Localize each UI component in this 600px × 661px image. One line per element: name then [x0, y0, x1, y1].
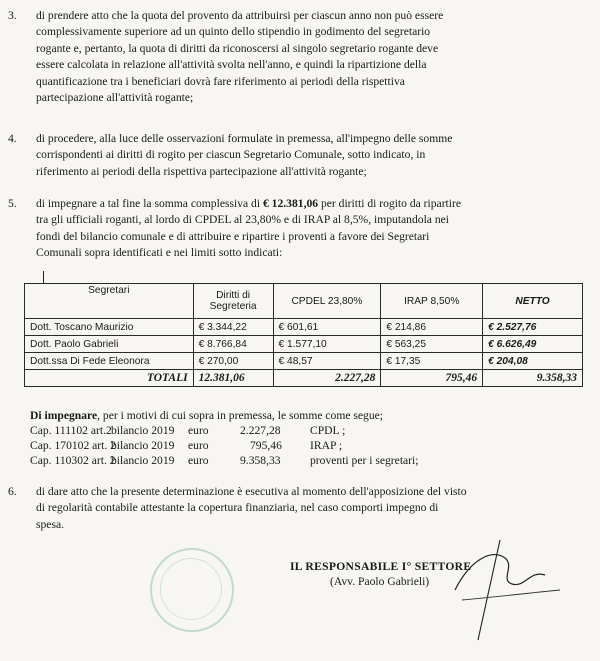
total-amount: € 12.381,06	[262, 197, 319, 210]
item-line: di dare atto che la presente determinazione è esecutiva al momento dell'apposizione del visto	[36, 485, 467, 498]
cell-cpdel: € 601,61	[273, 319, 381, 336]
item-line: rogante e, pertanto, la quota di diritti da riconoscersi al singolo segretario rogante deve	[36, 41, 439, 55]
cell-cpdel: € 48,57	[273, 353, 381, 370]
header-cpdel: CPDEL 23,80%	[273, 284, 381, 319]
item-number: 3.	[8, 9, 17, 22]
cap-amount: 795,46	[250, 439, 282, 452]
cap-chapter: Cap. 170102 art. 2	[30, 439, 116, 452]
item-line: di regolarità contabile attestante la copertura finanziaria, nel caso comporti impegno di	[36, 501, 439, 515]
cell-diritti: € 8.766,84	[193, 336, 273, 353]
signatory-name: (Avv. Paolo Gabrieli)	[330, 575, 430, 588]
cap-budget: bilancio 2019	[111, 454, 175, 467]
cell-netto: € 204,08	[483, 353, 583, 370]
header-irap: IRAP 8,50%	[381, 284, 483, 319]
cell-irap: € 214,86	[381, 319, 483, 336]
total-diritti: 12.381,06	[193, 370, 273, 387]
cell-irap: € 17,35	[381, 353, 483, 370]
total-irap: 795,46	[381, 370, 483, 387]
item-line: complessivamente superiore ad un quinto dello stipendio in godimento del segretario	[36, 25, 431, 39]
item-line: di prendere atto che la quota del provento da attribuirsi per ciascun anno non può essere	[36, 9, 444, 22]
cap-currency: euro	[188, 424, 209, 437]
cap-chapter: Cap. 111102 art.2	[30, 424, 112, 437]
cell-netto: € 6.626,49	[483, 336, 583, 353]
cell-diritti: € 270,00	[193, 353, 273, 370]
item-line: spesa.	[36, 517, 65, 531]
item-line: riferimento ai periodi della rispettiva partecipazione all'attività rogante;	[36, 164, 367, 178]
total-netto: 9.358,33	[483, 370, 583, 387]
cap-budget: bilancio 2019	[111, 424, 175, 437]
cell-name: Dott.ssa Di Fede Eleonora	[25, 353, 194, 370]
item-line: Comunali sopra identificati e nei limiti sotto indicati:	[36, 246, 283, 260]
cap-currency: euro	[188, 439, 209, 452]
item-line: partecipazione all'attività rogante;	[36, 91, 194, 105]
totals-label: TOTALI	[25, 370, 194, 387]
cap-chapter: Cap. 110302 art. 2	[30, 454, 116, 467]
item-line: quantificazione tra i beneficiari dovrà fare riferimento ai periodi della rispettiva	[36, 74, 405, 88]
cap-budget: bilancio 2019	[111, 439, 175, 452]
signatory-title: IL RESPONSABILE I° SETTORE	[290, 560, 472, 573]
item-text: di impegnare a tal fine la somma complessiva di	[36, 197, 263, 210]
total-cpdel: 2.227,28	[273, 370, 381, 387]
impegno-heading-bold: Di impegnare	[30, 409, 98, 422]
cell-name: Dott. Toscano Maurizio	[25, 319, 194, 336]
item-line: di procedere, alla luce delle osservazioni formulate in premessa, all'impegno delle somme	[36, 132, 453, 145]
item-number: 4.	[8, 132, 17, 145]
item-number: 6.	[8, 485, 17, 498]
cap-amount: 9.358,33	[240, 454, 281, 467]
cell-name: Dott. Paolo Gabrieli	[25, 336, 194, 353]
cap-purpose: proventi per i segretari;	[310, 454, 419, 467]
cap-amount: 2.227,28	[240, 424, 281, 437]
header-diritti: Diritti di Segreteria	[193, 284, 273, 319]
impegno-heading-text: , per i motivi di cui sopra in premessa, le somme come segue;	[97, 409, 384, 422]
item-line: corrispondenti ai diritti di rogito per ciascun Segretario Comunale, sotto indicato, in	[36, 148, 426, 162]
cell-netto: € 2.527,76	[483, 319, 583, 336]
cap-purpose: IRAP ;	[310, 439, 343, 452]
item-line: essere calcolata in relazione all'attività svolta nell'anno, e quindi la ripartizione della	[36, 58, 427, 72]
cap-currency: euro	[188, 454, 209, 467]
item-line: fondi del bilancio comunale e di attribuire e ripartire i proventi a favore dei Segretari	[36, 229, 430, 243]
item-line: tra gli ufficiali roganti, al lordo di CPDEL al 23,80% e di IRAP al 8,5%, imputandola nei	[36, 213, 450, 227]
header-netto: NETTO	[483, 284, 583, 319]
item-text: per diritti di rogito da ripartire	[318, 197, 462, 210]
cap-purpose: CPDL ;	[310, 424, 346, 437]
cell-cpdel: € 1.577,10	[273, 336, 381, 353]
item-number: 5.	[8, 197, 17, 210]
header-segretari: Segretari	[25, 284, 194, 319]
cell-diritti: € 3.344,22	[193, 319, 273, 336]
cell-irap: € 563,25	[381, 336, 483, 353]
